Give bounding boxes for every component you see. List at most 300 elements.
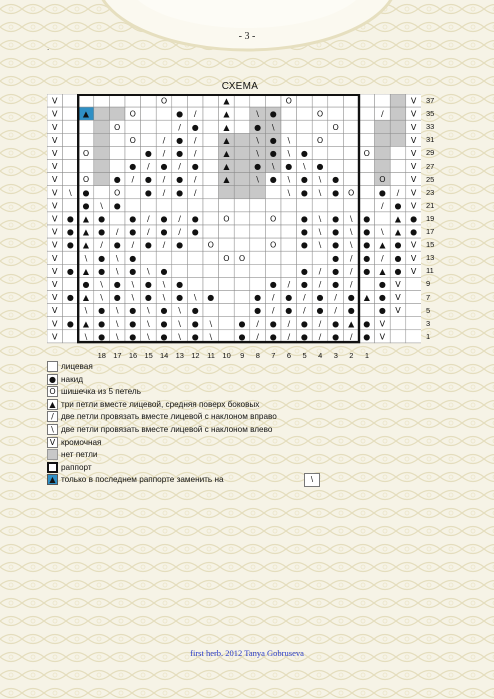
stitch-symbol: \ bbox=[256, 148, 259, 158]
legend-text: шишечка из 5 петель bbox=[61, 387, 141, 397]
stitch-symbol: V bbox=[410, 148, 417, 158]
legend-text: лицевая bbox=[61, 362, 93, 371]
stitch-symbol: / bbox=[287, 279, 291, 289]
stitch-symbol: \ bbox=[115, 306, 119, 316]
chart-cell bbox=[281, 107, 297, 120]
legend-replacement-symbol: \ bbox=[304, 473, 320, 487]
chart-cell bbox=[203, 199, 219, 212]
stitch-symbol: ● bbox=[113, 293, 121, 303]
stitch-symbol: ● bbox=[300, 175, 308, 185]
column-number: 12 bbox=[191, 351, 200, 360]
stitch-symbol: / bbox=[318, 332, 322, 342]
stitch-symbol: ● bbox=[66, 214, 74, 224]
stitch-symbol: ● bbox=[363, 214, 371, 224]
chart-cell bbox=[203, 212, 219, 225]
stitch-symbol: ● bbox=[332, 319, 340, 329]
chart-cell bbox=[281, 264, 297, 277]
column-number: 13 bbox=[175, 351, 184, 360]
stitch-symbol: ● bbox=[66, 319, 74, 329]
stitch-symbol: O bbox=[270, 240, 277, 250]
stitch-symbol: ● bbox=[269, 175, 277, 185]
row-number: 11 bbox=[426, 266, 434, 276]
stitch-symbol: ● bbox=[191, 214, 199, 224]
stitch-symbol: ▲ bbox=[82, 227, 90, 237]
chart-cell bbox=[219, 304, 235, 317]
chart-cell bbox=[328, 160, 344, 173]
stitch-symbol: / bbox=[162, 148, 166, 158]
stitch-symbol: ● bbox=[316, 293, 324, 303]
stitch-symbol: ● bbox=[176, 279, 184, 289]
stitch-symbol: ● bbox=[191, 306, 199, 316]
chart-cell bbox=[125, 186, 141, 199]
page-number: - 3 - bbox=[238, 31, 256, 42]
chart-cell bbox=[63, 133, 79, 146]
stitch-symbol: \ bbox=[178, 319, 181, 329]
row-number: 15 bbox=[426, 240, 435, 250]
chart-cell bbox=[94, 133, 110, 146]
stitch-symbol: ● bbox=[129, 214, 137, 224]
legend-symbol: ● bbox=[47, 374, 58, 385]
stitch-symbol: \ bbox=[69, 188, 72, 198]
stitch-symbol: \ bbox=[115, 332, 119, 342]
stitch-symbol: V bbox=[410, 253, 417, 263]
chart-cell bbox=[359, 173, 375, 186]
stitch-symbol: V bbox=[52, 214, 58, 224]
stitch-symbol: / bbox=[318, 279, 322, 289]
chart-cell bbox=[234, 264, 250, 277]
stitch-symbol: \ bbox=[162, 279, 166, 289]
chart-cell bbox=[343, 133, 359, 146]
stitch-symbol: \ bbox=[287, 135, 291, 145]
stitch-symbol: ▲ bbox=[82, 266, 90, 276]
chart-cell bbox=[109, 160, 125, 173]
stitch-symbol: ● bbox=[332, 227, 340, 237]
stitch-symbol: ● bbox=[98, 306, 106, 316]
chart-cell bbox=[187, 199, 203, 212]
stitch-symbol: \ bbox=[287, 188, 291, 198]
chart-cell bbox=[281, 251, 297, 264]
chart-cell bbox=[359, 186, 375, 199]
stitch-symbol: / bbox=[193, 109, 197, 119]
stitch-symbol: ● bbox=[363, 253, 371, 263]
stitch-symbol: ● bbox=[285, 306, 293, 316]
chart-cell bbox=[234, 212, 250, 225]
chart-cell bbox=[234, 146, 250, 159]
stitch-symbol: ● bbox=[160, 227, 168, 237]
stitch-symbol: ● bbox=[176, 175, 184, 185]
row-number: 23 bbox=[426, 187, 435, 197]
stitch-symbol: / bbox=[131, 175, 135, 185]
stitch-symbol: \ bbox=[178, 306, 181, 316]
stitch-symbol: V bbox=[52, 240, 58, 250]
column-number: 11 bbox=[207, 351, 215, 360]
chart-cell bbox=[63, 330, 79, 343]
chart-cell bbox=[390, 94, 406, 107]
stitch-symbol: ● bbox=[66, 240, 74, 250]
column-number: 7 bbox=[271, 351, 276, 360]
stitch-symbol: ● bbox=[363, 332, 371, 342]
stitch-symbol: / bbox=[318, 266, 322, 276]
chart-cell bbox=[203, 225, 219, 238]
stitch-symbol: / bbox=[381, 201, 384, 211]
stitch-symbol: ● bbox=[378, 188, 386, 198]
stitch-symbol: V bbox=[52, 227, 58, 237]
chart-cell bbox=[328, 107, 344, 120]
stitch-symbol: \ bbox=[209, 319, 213, 329]
chart-cell bbox=[312, 146, 328, 159]
chart-cell bbox=[203, 107, 219, 120]
chart-cell bbox=[63, 199, 79, 212]
stitch-symbol: ● bbox=[394, 266, 402, 276]
chart-cell bbox=[203, 251, 219, 264]
row-number: 17 bbox=[426, 227, 435, 236]
stitch-symbol: V bbox=[52, 148, 58, 158]
legend-text: две петли провязать вместе лицевой с наклоном влево bbox=[61, 424, 273, 434]
stitch-symbol: O bbox=[316, 135, 324, 145]
row-number: 9 bbox=[426, 279, 431, 289]
stitch-symbol: ● bbox=[98, 332, 106, 342]
stitch-symbol: O bbox=[160, 96, 168, 106]
stitch-symbol: ● bbox=[332, 240, 340, 250]
stitch-symbol: / bbox=[256, 319, 259, 329]
footer-credit: first herb. 2012 Tanya Gobruseva bbox=[190, 648, 304, 658]
stitch-symbol: ● bbox=[269, 148, 277, 158]
stitch-symbol: V bbox=[52, 306, 58, 316]
stitch-symbol: ● bbox=[254, 122, 262, 132]
chart-cell bbox=[63, 304, 79, 317]
stitch-symbol: ▲ bbox=[223, 175, 230, 185]
column-number: 8 bbox=[255, 351, 260, 360]
stitch-symbol: ● bbox=[129, 227, 137, 237]
chart-cell bbox=[63, 120, 79, 133]
stitch-symbol: V bbox=[395, 293, 401, 303]
stitch-symbol: ● bbox=[332, 188, 340, 198]
stitch-symbol: ● bbox=[98, 227, 106, 237]
chart-cell bbox=[63, 146, 79, 159]
stitch-symbol: ● bbox=[176, 188, 184, 198]
chart-cell bbox=[250, 199, 266, 212]
column-number: 18 bbox=[97, 351, 106, 360]
legend-symbol: \ bbox=[47, 424, 58, 435]
stitch-symbol: V bbox=[379, 332, 386, 342]
chart-cell bbox=[297, 199, 313, 212]
chart-cell bbox=[343, 146, 359, 159]
stitch-symbol: / bbox=[381, 253, 384, 263]
stitch-symbol: / bbox=[287, 319, 291, 329]
chart-cell bbox=[359, 133, 375, 146]
chart-cell bbox=[78, 120, 94, 133]
chart-cell bbox=[141, 120, 157, 133]
stitch-symbol: ● bbox=[191, 162, 199, 172]
row-number: 25 bbox=[426, 174, 435, 184]
stitch-symbol: / bbox=[193, 135, 197, 145]
chart-cell bbox=[63, 94, 79, 107]
stitch-symbol: / bbox=[193, 175, 197, 185]
stitch-symbol: \ bbox=[318, 214, 322, 224]
chart-cell bbox=[328, 199, 344, 212]
legend-text: нет петли bbox=[61, 450, 98, 460]
legend-text: только в последнем раппорте заменить на bbox=[61, 475, 224, 485]
stitch-symbol: ● bbox=[285, 162, 293, 172]
stitch-symbol: \ bbox=[147, 306, 150, 316]
column-number: 3 bbox=[333, 351, 338, 360]
chart-cell bbox=[390, 330, 406, 343]
stitch-symbol: ● bbox=[144, 188, 152, 198]
stitch-symbol: \ bbox=[318, 175, 322, 185]
stitch-symbol: ● bbox=[176, 240, 184, 250]
chart-cell bbox=[265, 264, 281, 277]
stitch-symbol: ● bbox=[66, 266, 74, 276]
stitch-symbol: ● bbox=[129, 253, 137, 263]
chart-cell bbox=[187, 251, 203, 264]
stitch-symbol: ● bbox=[144, 240, 152, 250]
row-number: 37 bbox=[426, 96, 435, 105]
legend-symbol: / bbox=[47, 411, 58, 422]
stitch-symbol: O bbox=[114, 188, 121, 198]
chart-cell bbox=[375, 160, 391, 173]
stitch-symbol: ● bbox=[300, 188, 308, 198]
legend-symbol bbox=[47, 449, 58, 460]
stitch-symbol: V bbox=[52, 175, 58, 185]
row-number: 5 bbox=[426, 305, 431, 315]
stitch-symbol: / bbox=[271, 306, 275, 316]
chart-cell bbox=[234, 199, 250, 212]
stitch-symbol: / bbox=[162, 135, 166, 145]
stitch-symbol: ▲ bbox=[223, 122, 230, 132]
stitch-symbol: ▲ bbox=[379, 266, 386, 276]
column-number: 4 bbox=[318, 351, 323, 360]
stitch-symbol: V bbox=[410, 266, 417, 276]
stitch-symbol: ● bbox=[191, 319, 199, 329]
chart-cell bbox=[265, 225, 281, 238]
stitch-symbol: ● bbox=[82, 279, 90, 289]
chart-cell bbox=[375, 94, 391, 107]
stitch-symbol: ● bbox=[332, 266, 340, 276]
stitch-symbol: ● bbox=[129, 162, 137, 172]
column-number: 9 bbox=[240, 351, 245, 360]
stitch-symbol: ▲ bbox=[363, 293, 370, 303]
chart-cell bbox=[312, 120, 328, 133]
stitch-symbol: \ bbox=[256, 135, 259, 145]
column-number: 1 bbox=[364, 351, 370, 360]
scheme-title: СХЕМА bbox=[221, 81, 259, 92]
stitch-symbol: ▲ bbox=[348, 319, 355, 329]
row-number: 13 bbox=[426, 253, 435, 263]
chart-cell bbox=[390, 317, 406, 330]
chart-cell bbox=[375, 212, 391, 225]
column-number: 16 bbox=[128, 351, 138, 360]
chart-cell bbox=[390, 133, 406, 146]
legend-text: раппорт bbox=[61, 462, 92, 472]
chart-cell bbox=[94, 120, 110, 133]
stitch-symbol: O bbox=[82, 175, 90, 185]
chart-cell bbox=[234, 238, 250, 251]
stitch-symbol: \ bbox=[115, 266, 119, 276]
chart-cell bbox=[281, 238, 297, 251]
stitch-symbol: \ bbox=[349, 240, 353, 250]
stitch-symbol: ● bbox=[191, 122, 199, 132]
chart-cell bbox=[109, 212, 125, 225]
stitch-symbol: ● bbox=[300, 279, 308, 289]
chart-cell bbox=[141, 199, 157, 212]
chart-cell bbox=[250, 186, 266, 199]
stitch-symbol: / bbox=[131, 240, 135, 250]
stitch-symbol: / bbox=[178, 162, 181, 172]
stitch-symbol: V bbox=[52, 279, 58, 289]
stitch-symbol: ● bbox=[144, 148, 152, 158]
chart-cell bbox=[234, 277, 250, 290]
stitch-symbol: / bbox=[162, 240, 166, 250]
stitch-symbol: \ bbox=[84, 306, 88, 316]
stitch-symbol: \ bbox=[178, 332, 181, 342]
stitch-symbol: O bbox=[379, 175, 386, 185]
column-number: 6 bbox=[286, 351, 292, 360]
stitch-symbol: ● bbox=[410, 227, 418, 237]
chart-cell bbox=[203, 133, 219, 146]
stitch-symbol: \ bbox=[115, 253, 119, 263]
stitch-symbol: V bbox=[52, 266, 58, 276]
stitch-symbol: V bbox=[52, 96, 58, 106]
stitch-symbol: / bbox=[178, 227, 181, 237]
chart-cell bbox=[265, 251, 281, 264]
stitch-symbol: ● bbox=[98, 266, 106, 276]
chart-cell bbox=[281, 120, 297, 133]
chart-cell bbox=[203, 186, 219, 199]
legend-symbol bbox=[47, 361, 58, 372]
row-number: 29 bbox=[426, 148, 435, 158]
stitch-symbol: O bbox=[348, 188, 355, 198]
row-number: 33 bbox=[426, 122, 435, 132]
stitch-symbol: / bbox=[115, 227, 119, 237]
stitch-symbol: / bbox=[178, 214, 181, 224]
stitch-symbol: \ bbox=[84, 253, 88, 263]
stitch-symbol: / bbox=[256, 332, 259, 342]
legend-symbol: ▲ bbox=[47, 474, 58, 485]
stitch-symbol: ● bbox=[300, 227, 308, 237]
stitch-symbol: / bbox=[303, 306, 306, 316]
stitch-symbol: ● bbox=[113, 279, 121, 289]
stitch-symbol: V bbox=[52, 253, 58, 263]
chart-cell bbox=[375, 146, 391, 159]
chart-cell bbox=[359, 94, 375, 107]
stitch-symbol: / bbox=[396, 188, 400, 198]
chart-cell bbox=[63, 107, 79, 120]
stitch-symbol: / bbox=[162, 175, 166, 185]
stitch-symbol: ● bbox=[316, 162, 324, 172]
stitch-symbol: O bbox=[207, 240, 214, 250]
chart-cell bbox=[390, 107, 406, 120]
chart-cell bbox=[109, 107, 125, 120]
stitch-symbol: ● bbox=[363, 319, 371, 329]
chart-cell bbox=[156, 251, 172, 264]
stitch-symbol: ● bbox=[176, 148, 184, 158]
stitch-symbol: / bbox=[381, 109, 384, 119]
row-number: 27 bbox=[426, 161, 435, 171]
stitch-symbol: ● bbox=[347, 293, 355, 303]
stitch-symbol: ● bbox=[113, 175, 121, 185]
stitch-symbol: ● bbox=[363, 227, 371, 237]
stitch-symbol: / bbox=[271, 293, 275, 303]
stitch-symbol: ▲ bbox=[223, 96, 230, 106]
chart-cell bbox=[281, 212, 297, 225]
chart-grid bbox=[47, 94, 421, 345]
stitch-symbol: / bbox=[349, 332, 353, 342]
stitch-symbol: \ bbox=[318, 188, 322, 198]
chart-cell bbox=[78, 160, 94, 173]
legend-text: кромочная bbox=[61, 437, 102, 447]
column-number: 14 bbox=[160, 351, 169, 360]
chart-cell bbox=[219, 277, 235, 290]
chart-cell bbox=[250, 212, 266, 225]
chart-cell bbox=[172, 264, 188, 277]
stitch-symbol: ● bbox=[316, 306, 324, 316]
row-number: 21 bbox=[426, 200, 435, 210]
row-number: 19 bbox=[426, 213, 435, 223]
stitch-symbol: ● bbox=[332, 332, 340, 342]
stitch-symbol: ● bbox=[285, 293, 293, 303]
chart-cell bbox=[187, 238, 203, 251]
chart-cell bbox=[375, 133, 391, 146]
chart-cell bbox=[219, 291, 235, 304]
stitch-symbol: O bbox=[82, 148, 90, 158]
chart-cell bbox=[109, 133, 125, 146]
stitch-symbol: O bbox=[223, 214, 230, 224]
stitch-symbol: V bbox=[52, 188, 58, 198]
stitch-symbol: ● bbox=[98, 253, 106, 263]
stitch-symbol: \ bbox=[147, 266, 150, 276]
chart-cell bbox=[63, 277, 79, 290]
stitch-symbol: ● bbox=[144, 293, 152, 303]
stitch-symbol: ● bbox=[332, 279, 340, 289]
stitch-symbol: V bbox=[410, 240, 417, 250]
stitch-symbol: / bbox=[147, 162, 150, 172]
stitch-symbol: O bbox=[129, 109, 136, 119]
chart-cell bbox=[203, 120, 219, 133]
chart-cell bbox=[281, 199, 297, 212]
row-number: 35 bbox=[426, 109, 435, 119]
stitch-symbol: ● bbox=[144, 279, 152, 289]
chart-cell bbox=[390, 160, 406, 173]
stitch-symbol: / bbox=[349, 266, 353, 276]
stitch-symbol: ● bbox=[300, 148, 308, 158]
stitch-symbol: \ bbox=[100, 293, 103, 303]
stitch-symbol: O bbox=[363, 148, 370, 158]
row-number: 7 bbox=[426, 292, 431, 302]
stitch-symbol: ▲ bbox=[394, 214, 402, 224]
stitch-symbol: ▲ bbox=[223, 162, 230, 172]
stitch-symbol: \ bbox=[287, 148, 291, 158]
chart-cell bbox=[187, 277, 203, 290]
stitch-symbol: \ bbox=[318, 227, 322, 237]
stitch-symbol: / bbox=[100, 240, 103, 250]
stitch-symbol: ● bbox=[160, 306, 168, 316]
stitch-symbol: ● bbox=[269, 319, 277, 329]
stitch-symbol: V bbox=[52, 332, 58, 342]
stitch-symbol: ● bbox=[82, 201, 90, 211]
stitch-symbol: ● bbox=[160, 319, 168, 329]
stitch-symbol: ● bbox=[300, 332, 308, 342]
chart-cell bbox=[297, 251, 313, 264]
chart-cell bbox=[359, 120, 375, 133]
stitch-symbol: ● bbox=[363, 240, 371, 250]
stitch-symbol: ● bbox=[394, 253, 402, 263]
stitch-symbol: ● bbox=[269, 279, 277, 289]
stitch-symbol: ● bbox=[269, 332, 277, 342]
stitch-symbol: ● bbox=[300, 319, 308, 329]
column-number: 17 bbox=[113, 351, 122, 360]
chart-cell bbox=[125, 199, 141, 212]
chart-cell bbox=[390, 146, 406, 159]
